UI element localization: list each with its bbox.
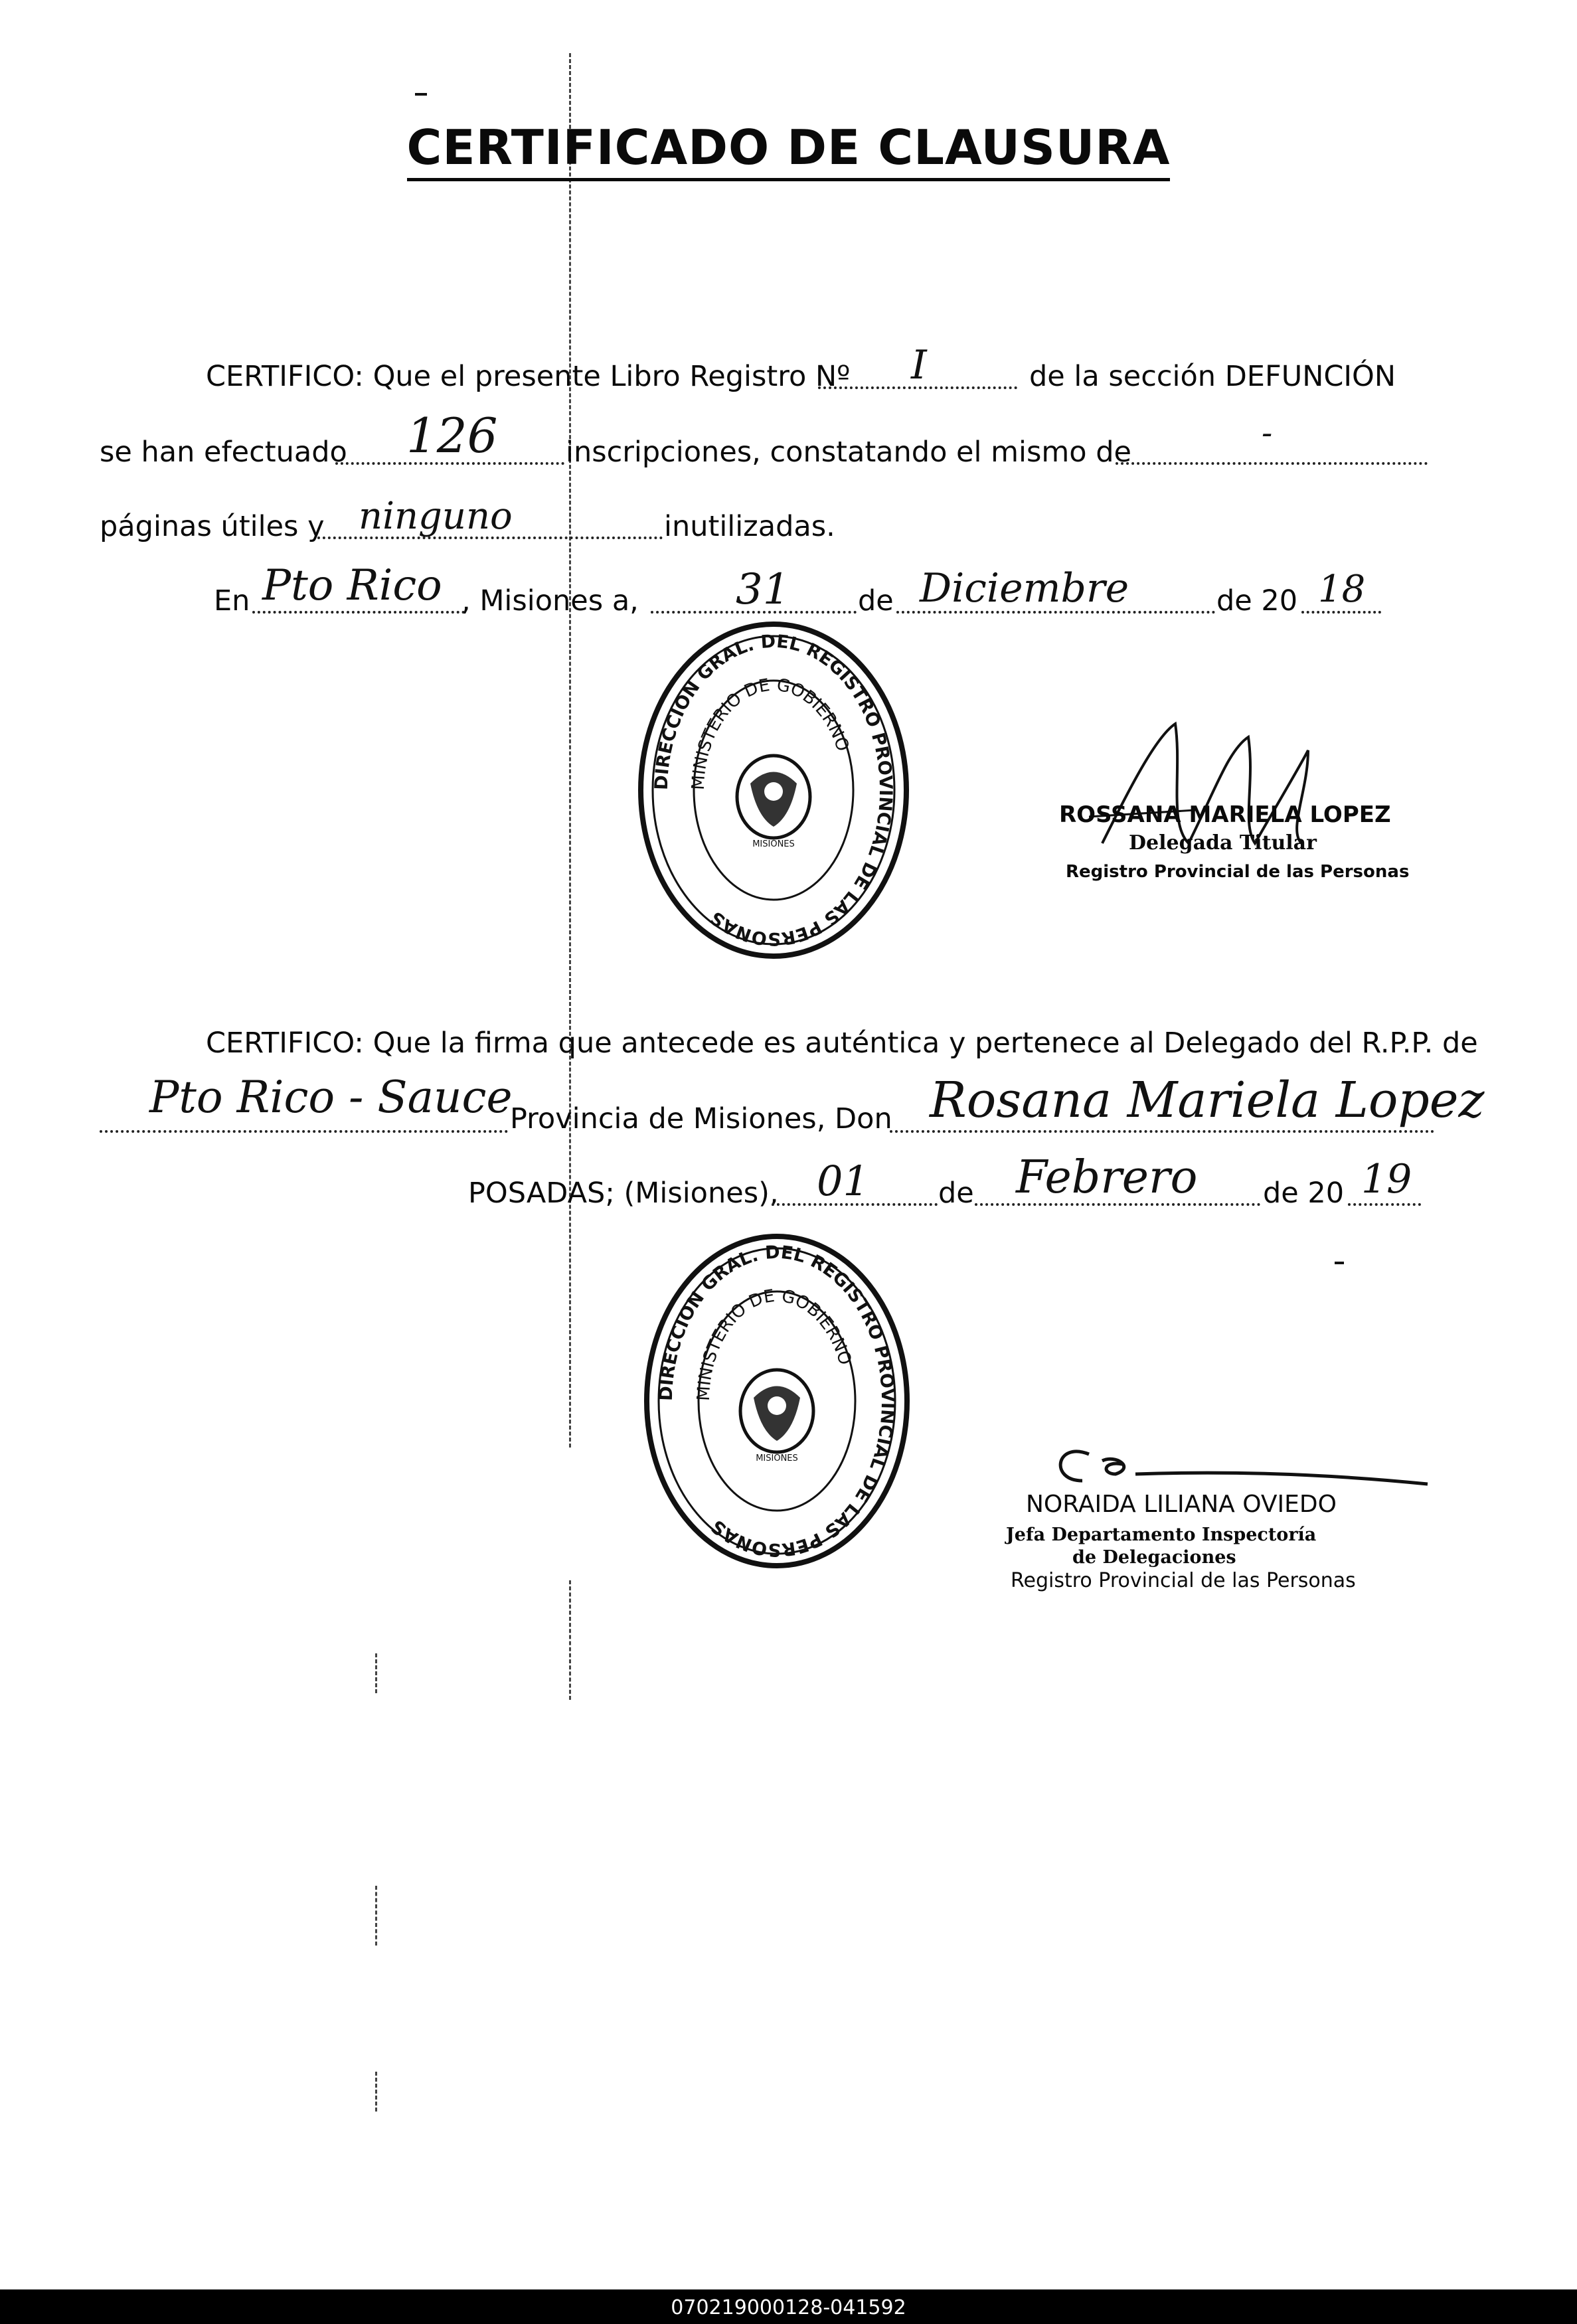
seal2-center-text: MISIONES <box>756 1453 798 1463</box>
seal1-inner-text: MINISTERIO DE GOBIERNO <box>688 675 853 791</box>
seal2-inner-text: MINISTERIO DE GOBIERNO <box>693 1286 855 1402</box>
p1-line3-suffix: inutilizadas. <box>664 510 835 543</box>
p1-line3-prefix: páginas útiles y <box>100 510 325 543</box>
p1-place-middle: , Misiones a, <box>461 584 639 618</box>
seal1-center-text: MISIONES <box>752 839 795 849</box>
signer1-org: Registro Provincial de las Personas <box>1066 862 1410 882</box>
inscriptions-count: 126 <box>406 408 498 463</box>
day-1: 31 <box>736 565 790 614</box>
document-title: CERTIFICADO DE CLAUSURA <box>0 120 1577 175</box>
fold-mark-center-lower <box>569 1580 571 1700</box>
scan-footer <box>0 2289 1577 2324</box>
document-code: 070219000128-041592 <box>671 2296 906 2319</box>
month-1: Diciembre <box>920 565 1129 612</box>
signer1-role: Delegada Titular <box>1129 831 1317 855</box>
p2-line1: CERTIFICO: Que la firma que antecede es auténtica y pertenece al Delegado del R.P.P. de <box>206 1027 1478 1060</box>
p1-line1-prefix: CERTIFICO: Que el presente Libro Registro Nº <box>206 360 851 393</box>
p1-place-prefix: En <box>214 584 250 618</box>
p1-year-dots <box>1301 611 1381 614</box>
svg-text:MINISTERIO DE GOBIERNO <box>694 1286 855 1402</box>
fold-mark-left <box>375 1653 377 1693</box>
scan-speck <box>1335 1262 1344 1264</box>
seal1-emblem-icon <box>737 756 810 838</box>
p1-line2-prefix: se han efectuado <box>100 436 347 469</box>
signer1-name: ROSSANA MARIELA LOPEZ <box>1059 801 1391 828</box>
month-2: Febrero <box>1016 1151 1198 1204</box>
p2-place-dots <box>100 1130 508 1133</box>
p2-year-prefix: de 20 <box>1263 1177 1345 1210</box>
fold-mark-center <box>569 53 571 1448</box>
certified-name: Rosana Mariela Lopez <box>930 1072 1485 1129</box>
fold-mark-left-3 <box>375 2072 377 2112</box>
signer2-org: Registro Provincial de las Personas <box>1011 1569 1356 1592</box>
p2-name-dots <box>890 1130 1434 1133</box>
p1-de1: de <box>858 584 894 618</box>
seal1-outer-text: DIRECCION GRAL. DEL REGISTRO PROVINCIAL DE LAS PERSONAS <box>651 631 896 950</box>
p2-line2-middle: Provincia de Misiones, Don <box>510 1102 892 1135</box>
signer2-role-line2: de Delegaciones <box>1072 1547 1236 1568</box>
p2-de1: de <box>938 1177 974 1210</box>
official-seal-1 <box>631 618 916 963</box>
official-seal-2 <box>637 1228 916 1574</box>
p1-year-prefix: de 20 <box>1216 584 1298 618</box>
p1-place-dots <box>252 611 465 614</box>
signer2-name: NORAIDA LILIANA OVIEDO <box>1026 1491 1337 1518</box>
day-2: 01 <box>817 1157 869 1205</box>
year-1: 18 <box>1318 568 1366 611</box>
fold-mark-left-2 <box>375 1886 377 1946</box>
seal2-emblem-icon <box>740 1370 813 1452</box>
book-number: I <box>911 342 927 388</box>
signature-2 <box>1029 1434 1441 1494</box>
unused-pages: ninguno <box>359 495 513 538</box>
signer2-role-line1: Jefa Departamento Inspectoría <box>1006 1525 1317 1545</box>
year-2: 19 <box>1361 1156 1412 1203</box>
p1-line2-middle: inscripciones, constatando el mismo de <box>566 436 1131 469</box>
p1-line1-suffix: de la sección DEFUNCIÓN <box>1029 360 1396 393</box>
useful-pages: - <box>1262 414 1273 452</box>
p2-city-prefix: POSADAS; (Misiones), <box>468 1177 779 1210</box>
place-2: Pto Rico - Sauce <box>149 1072 513 1123</box>
place-1: Pto Rico <box>262 561 442 610</box>
seal2-outer-text: DIRECCION GRAL. DEL REGISTRO PROVINCIAL DE LAS PERSONAS <box>655 1242 898 1560</box>
p1-useful-dots <box>1116 462 1428 465</box>
p2-year-dots <box>1348 1203 1421 1206</box>
scan-speck <box>415 93 427 96</box>
